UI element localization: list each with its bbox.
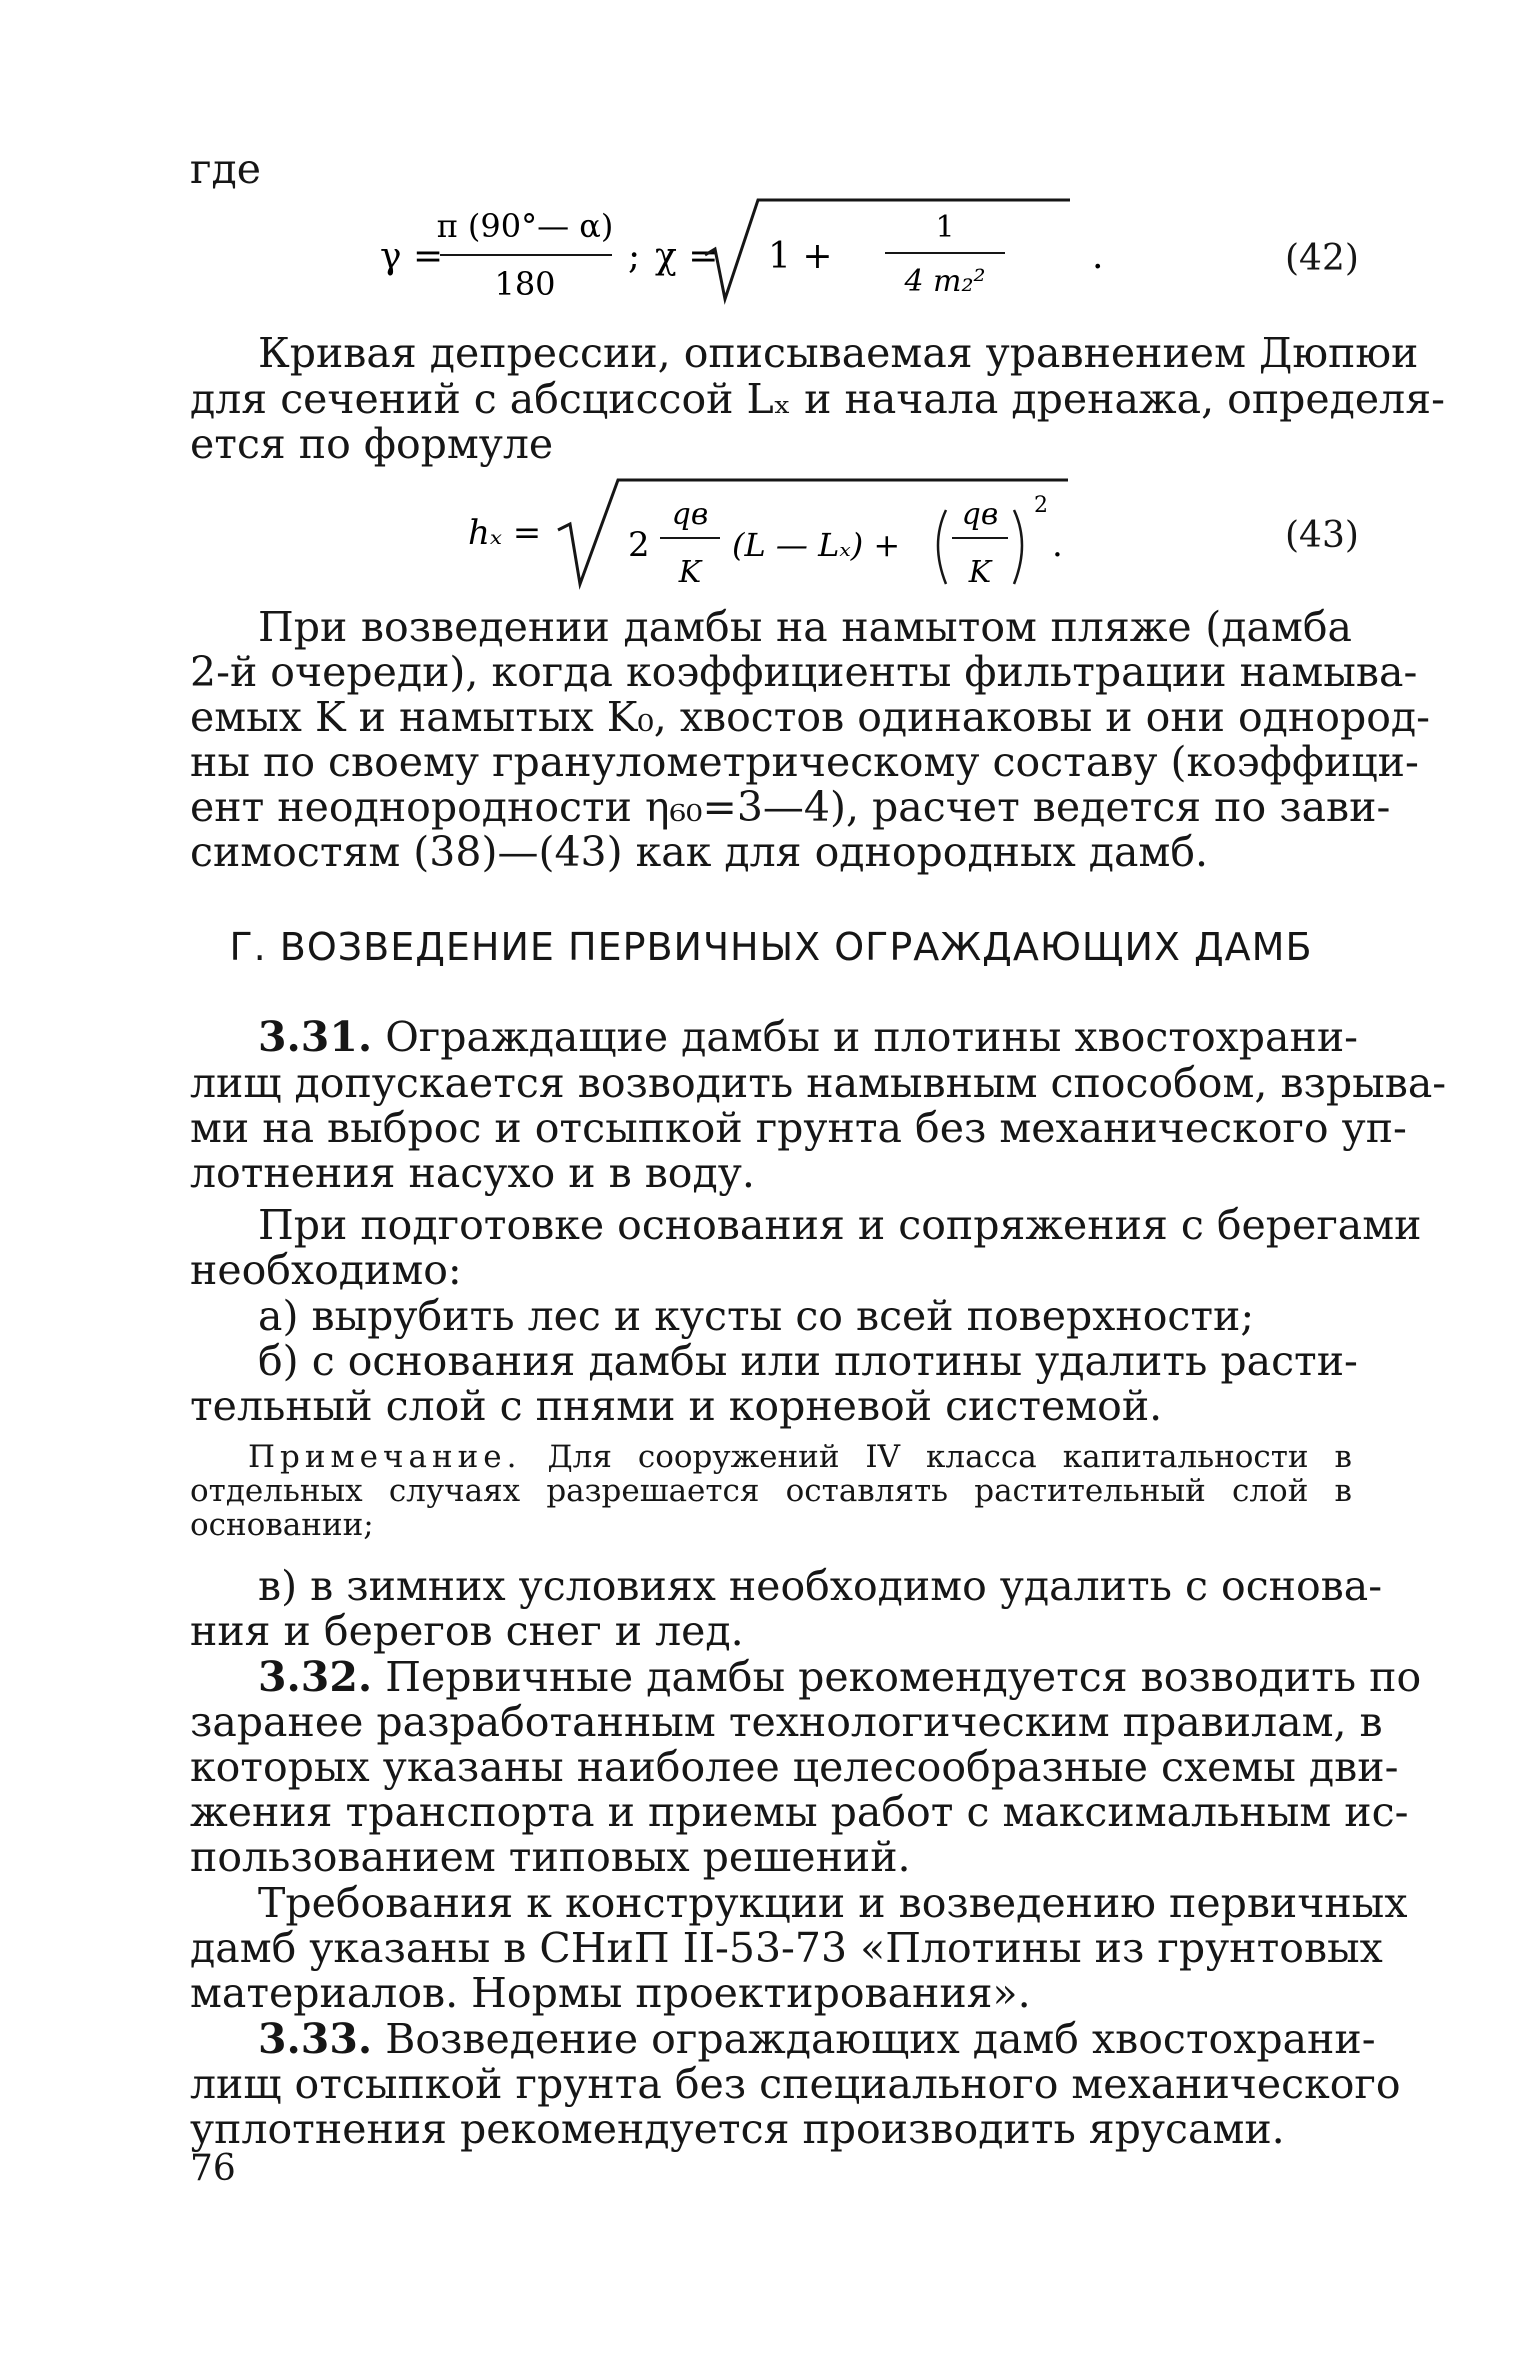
req-line-1: Требования к конструкции и возведению первичных [258, 1879, 1408, 1927]
para1-line-3: ется по формуле [190, 420, 554, 468]
req-line-2: дамб указаны в СНиП II-53-73 «Плотины из грунтовых [190, 1924, 1383, 1972]
item-v-line-2: ния и берегов снег и лед. [190, 1607, 744, 1655]
eq43-k-denominator: K [678, 555, 702, 590]
req-line-3: материалов. Нормы проектирования». [190, 1969, 1031, 2017]
eq43-number: (43) [1285, 515, 1359, 556]
para2-line-1: При возведении дамбы на намытом пляже (дамба [258, 603, 1352, 651]
p331-line-4: лотнения насухо и в воду. [190, 1149, 755, 1197]
p332-line-1-text: Первичные дамбы рекомендуется возводить по [385, 1653, 1422, 1701]
p332-line-5: пользованием типовых решений. [190, 1833, 911, 1881]
para1-line-1: Кривая депрессии, описываемая уравнением Дюпюи [258, 329, 1419, 377]
prep-line-2: необходимо: [190, 1246, 462, 1294]
intro-word: где [190, 145, 261, 193]
para1-line-2: для сечений с абсциссой Lₓ и начала дренажа, определя- [190, 375, 1445, 423]
eq42-chi-fraction-numerator: 1 [935, 210, 955, 245]
p332-line-4: жения транспорта и приемы работ с максимальным ис- [190, 1788, 1409, 1836]
prep-line-1: При подготовке основания и сопряжения с берегами [258, 1201, 1422, 1249]
para2-line-6: симостям (38)—(43) как для однородных дамб. [190, 828, 1209, 876]
eq43-q-numerator: qв [671, 497, 709, 532]
para2-line-3: емых K и намытых K₀, хвостов одинаковы и они однород- [190, 693, 1430, 741]
eq42-chi-lhs: χ = [655, 236, 719, 277]
item-v-line-1: в) в зимних условиях необходимо удалить с основа- [258, 1562, 1383, 1610]
eq42-number: (42) [1285, 238, 1359, 279]
p331-number: 3.31. [258, 1013, 373, 1061]
eq43-paren-numerator: qв [961, 497, 999, 532]
para2-line-4: ны по своему гранулометрическому составу (коэффици- [190, 738, 1419, 786]
p332-line-1 [258, 1653, 1422, 1701]
para2-line-5: ент неоднородности η₆₀=3—4), расчет ведется по зави- [190, 783, 1391, 831]
eq43-two: 2 [628, 525, 650, 565]
p333-number: 3.33. [258, 2015, 373, 2063]
p331-line-1 [258, 1013, 1358, 1061]
eq42-chi-fraction-denominator: 4 m₂² [904, 264, 986, 299]
eq43-dot: . [1052, 525, 1063, 565]
eq42-gamma-denominator: 180 [494, 265, 556, 303]
p333-line-2: лищ отсыпкой грунта без специального механического [190, 2060, 1401, 2108]
note-line-1 [248, 1440, 1352, 1474]
p332-line-2: заранее разработанным технологическим правилам, в [190, 1698, 1383, 1746]
eq42-one-plus: 1 + [768, 236, 833, 277]
eq42-gamma-numerator: π (90°— α) [436, 207, 614, 245]
note-label: Примечание. [248, 1439, 522, 1475]
note-line-3: основании; [190, 1507, 374, 1543]
note-line-1-text: Для сооружений IV класса капитальности в [547, 1439, 1352, 1475]
item-b-line-1: б) с основания дамбы или плотины удалить расти- [258, 1337, 1358, 1385]
p331-line-3: ми на выброс и отсыпкой грунта без механического уп- [190, 1104, 1407, 1152]
p331-line-2: лищ допускается возводить намывным способом, взрыва- [190, 1059, 1447, 1107]
eq42-sqrt-sign [705, 200, 1070, 299]
eq43-left-paren [938, 510, 946, 584]
formula-43 [468, 472, 1088, 597]
para2-line-2: 2-й очереди), когда коэффициенты фильтрации намыва- [190, 648, 1418, 696]
p333-line-1-text: Возведение ограждающих дамб хвостохрани- [385, 2015, 1376, 2063]
p333-line-1 [258, 2015, 1376, 2063]
page-number: 76 [190, 2148, 236, 2189]
p331-line-1-text: Ограждащие дамбы и плотины хвостохрани- [385, 1013, 1358, 1061]
p332-line-3: которых указаны наиболее целесообразные схемы дви- [190, 1743, 1399, 1791]
eq43-lhs: hₓ = [468, 513, 542, 553]
note-line-2: отдельных случаях разрешается оставлять растительный слой в [190, 1473, 1352, 1509]
item-b-line-2: тельный слой с пнями и корневой системой. [190, 1382, 1163, 1430]
eq42-dot: . [1092, 236, 1104, 277]
p332-number: 3.32. [258, 1653, 373, 1701]
item-a: а) вырубить лес и кусты со всей поверхности; [258, 1292, 1255, 1340]
eq43-paren-denominator: K [968, 555, 992, 590]
eq42-gamma-lhs: γ = [380, 236, 444, 277]
p333-line-3: уплотнения рекомендуется производить ярусами. [190, 2105, 1285, 2153]
section-heading: Г. ВОЗВЕДЕНИЕ ПЕРВИЧНЫХ ОГРАЖДАЮЩИХ ДАМБ [229, 925, 1313, 969]
eq43-middle: (L — Lₓ) + [732, 526, 901, 564]
eq43-right-paren [1014, 510, 1022, 584]
formula-42 [380, 195, 1160, 305]
eq42-separator: ; [628, 236, 641, 277]
eq43-square-exponent: 2 [1034, 493, 1048, 518]
